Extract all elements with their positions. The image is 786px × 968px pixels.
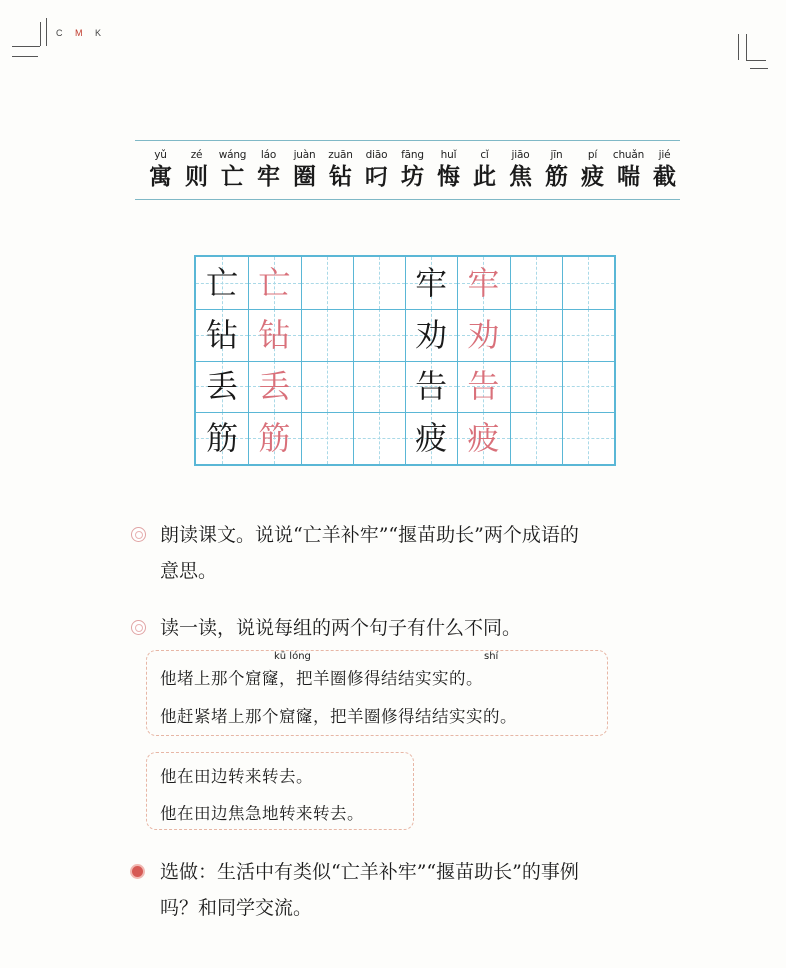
group-2-sentence-2: 他在田边焦急地转来转去。: [160, 804, 364, 823]
vocab-pinyin: zé: [190, 149, 203, 161]
print-mark-m: M: [75, 28, 84, 38]
crop-mark: [12, 46, 40, 47]
grid-cell: [353, 412, 405, 464]
model-character: 丢: [206, 367, 239, 406]
crop-mark: [746, 34, 747, 60]
exercise-1-line-2: 意思。: [160, 560, 218, 582]
vocab-item: [143, 148, 178, 192]
vocab-pinyin: pí: [587, 149, 598, 161]
vocab-character: 喘: [617, 163, 640, 190]
vocab-item: [359, 148, 394, 192]
grid-cell: [353, 361, 405, 413]
vocab-item: [179, 148, 214, 192]
exercise-2-bullet-icon: [131, 620, 146, 635]
vocab-pinyin: juàn: [293, 149, 316, 161]
vocabulary-strip: [135, 140, 680, 200]
vocab-pinyin: zuān: [328, 149, 353, 161]
vocab-item: [647, 148, 682, 192]
model-character: 钻: [206, 315, 239, 354]
vocab-character: 圈: [293, 163, 316, 190]
crop-mark: [746, 60, 766, 61]
vocab-pinyin: diāo: [365, 149, 388, 161]
vocabulary-row: [143, 148, 682, 192]
vocab-pinyin: jīn: [550, 149, 563, 161]
vocab-item: [503, 148, 538, 192]
vocab-character: 钻: [329, 163, 352, 190]
model-character-trace: 疲: [467, 419, 500, 458]
vocab-character: 牢: [257, 163, 280, 190]
crop-mark: [750, 68, 768, 69]
grid-cell: [353, 309, 405, 361]
model-character-trace: 亡: [258, 263, 291, 302]
vocab-item: [575, 148, 610, 192]
vocab-character: 截: [653, 163, 676, 190]
vocab-character: 此: [473, 163, 496, 190]
vocab-pinyin: chuǎn: [612, 149, 645, 161]
writing-grid: [194, 255, 616, 466]
exercise-3-line-2: 吗？和同学交流。: [160, 897, 313, 919]
vocab-pinyin: huǐ: [440, 149, 457, 161]
grid-cell: [301, 412, 353, 464]
vocab-pinyin: jiāo: [511, 149, 530, 161]
vocab-item: [251, 148, 286, 192]
model-character-trace: 筋: [258, 419, 291, 458]
crop-mark: [12, 56, 38, 57]
vocab-item: [611, 148, 646, 192]
print-mark-c: C: [56, 28, 64, 38]
grid-cell: [562, 257, 614, 309]
crop-mark: [46, 18, 47, 46]
vocab-pinyin: fāng: [401, 149, 424, 161]
grid-cell: [510, 257, 562, 309]
vocab-item: [467, 148, 502, 192]
vocab-pinyin: wáng: [218, 149, 247, 161]
print-color-marks: [56, 28, 110, 38]
vocab-item: [431, 148, 466, 192]
model-character: 牢: [415, 263, 448, 302]
vocab-item: [215, 148, 250, 192]
model-character: 筋: [206, 419, 239, 458]
vocab-item: [287, 148, 322, 192]
model-character: 亡: [206, 263, 239, 302]
vocab-pinyin: jié: [658, 149, 671, 161]
vocab-item: [323, 148, 358, 192]
grid-cell: [562, 309, 614, 361]
vocab-character: 寓: [149, 163, 172, 190]
vocab-character: 则: [185, 163, 208, 190]
model-character-trace: 劝: [467, 315, 500, 354]
model-character-trace: 告: [467, 367, 500, 406]
grid-cell: [510, 309, 562, 361]
exercise-1-bullet-icon: [131, 527, 146, 542]
model-character: 劝: [415, 315, 448, 354]
grid-cell: [510, 361, 562, 413]
grid-cell: [301, 257, 353, 309]
model-character-trace: 丢: [258, 367, 291, 406]
group-1-sentence-2: 他赶紧堵上那个窟窿，把羊圈修得结结实实的。: [160, 707, 517, 726]
pinyin-shi: shí: [484, 651, 499, 662]
grid-cell: [562, 361, 614, 413]
group-1-sentence-1: 他堵上那个窟窿，把羊圈修得结结实实的。: [160, 669, 483, 688]
print-mark-k: K: [95, 28, 103, 38]
grid-cell: [353, 257, 405, 309]
exercise-3-bullet-icon: [130, 864, 145, 879]
group-2-sentence-1: 他在田边转来转去。: [160, 767, 313, 786]
vocab-character: 亡: [221, 163, 244, 190]
vocab-item: [539, 148, 574, 192]
pinyin-kulong: kū lóng: [274, 651, 311, 662]
vocab-character: 坊: [401, 163, 424, 190]
grid-cell: [301, 309, 353, 361]
grid-cell: [301, 361, 353, 413]
vocab-item: [395, 148, 430, 192]
vocab-character: 叼: [365, 163, 388, 190]
exercise-2-text: 读一读，说说每组的两个句子有什么不同。: [160, 617, 522, 639]
grid-cell: [562, 412, 614, 464]
grid-cell: [510, 412, 562, 464]
crop-mark: [40, 22, 41, 46]
vocab-pinyin: cǐ: [480, 149, 489, 161]
vocab-character: 焦: [509, 163, 532, 190]
model-character-trace: 钻: [258, 315, 291, 354]
model-character: 告: [415, 367, 448, 406]
vocab-character: 悔: [437, 163, 460, 190]
vocab-pinyin: láo: [260, 149, 277, 161]
vocab-pinyin: yǔ: [154, 149, 167, 161]
exercise-3-line-1: 选做：生活中有类似“亡羊补牢”“揠苗助长”的事例: [160, 861, 579, 883]
model-character: 疲: [415, 419, 448, 458]
vocab-character: 筋: [545, 163, 568, 190]
crop-mark: [738, 34, 739, 60]
model-character-trace: 牢: [467, 263, 500, 302]
vocab-character: 疲: [581, 163, 604, 190]
exercise-1-line-1: 朗读课文。说说“亡羊补牢”“揠苗助长”两个成语的: [160, 524, 579, 546]
